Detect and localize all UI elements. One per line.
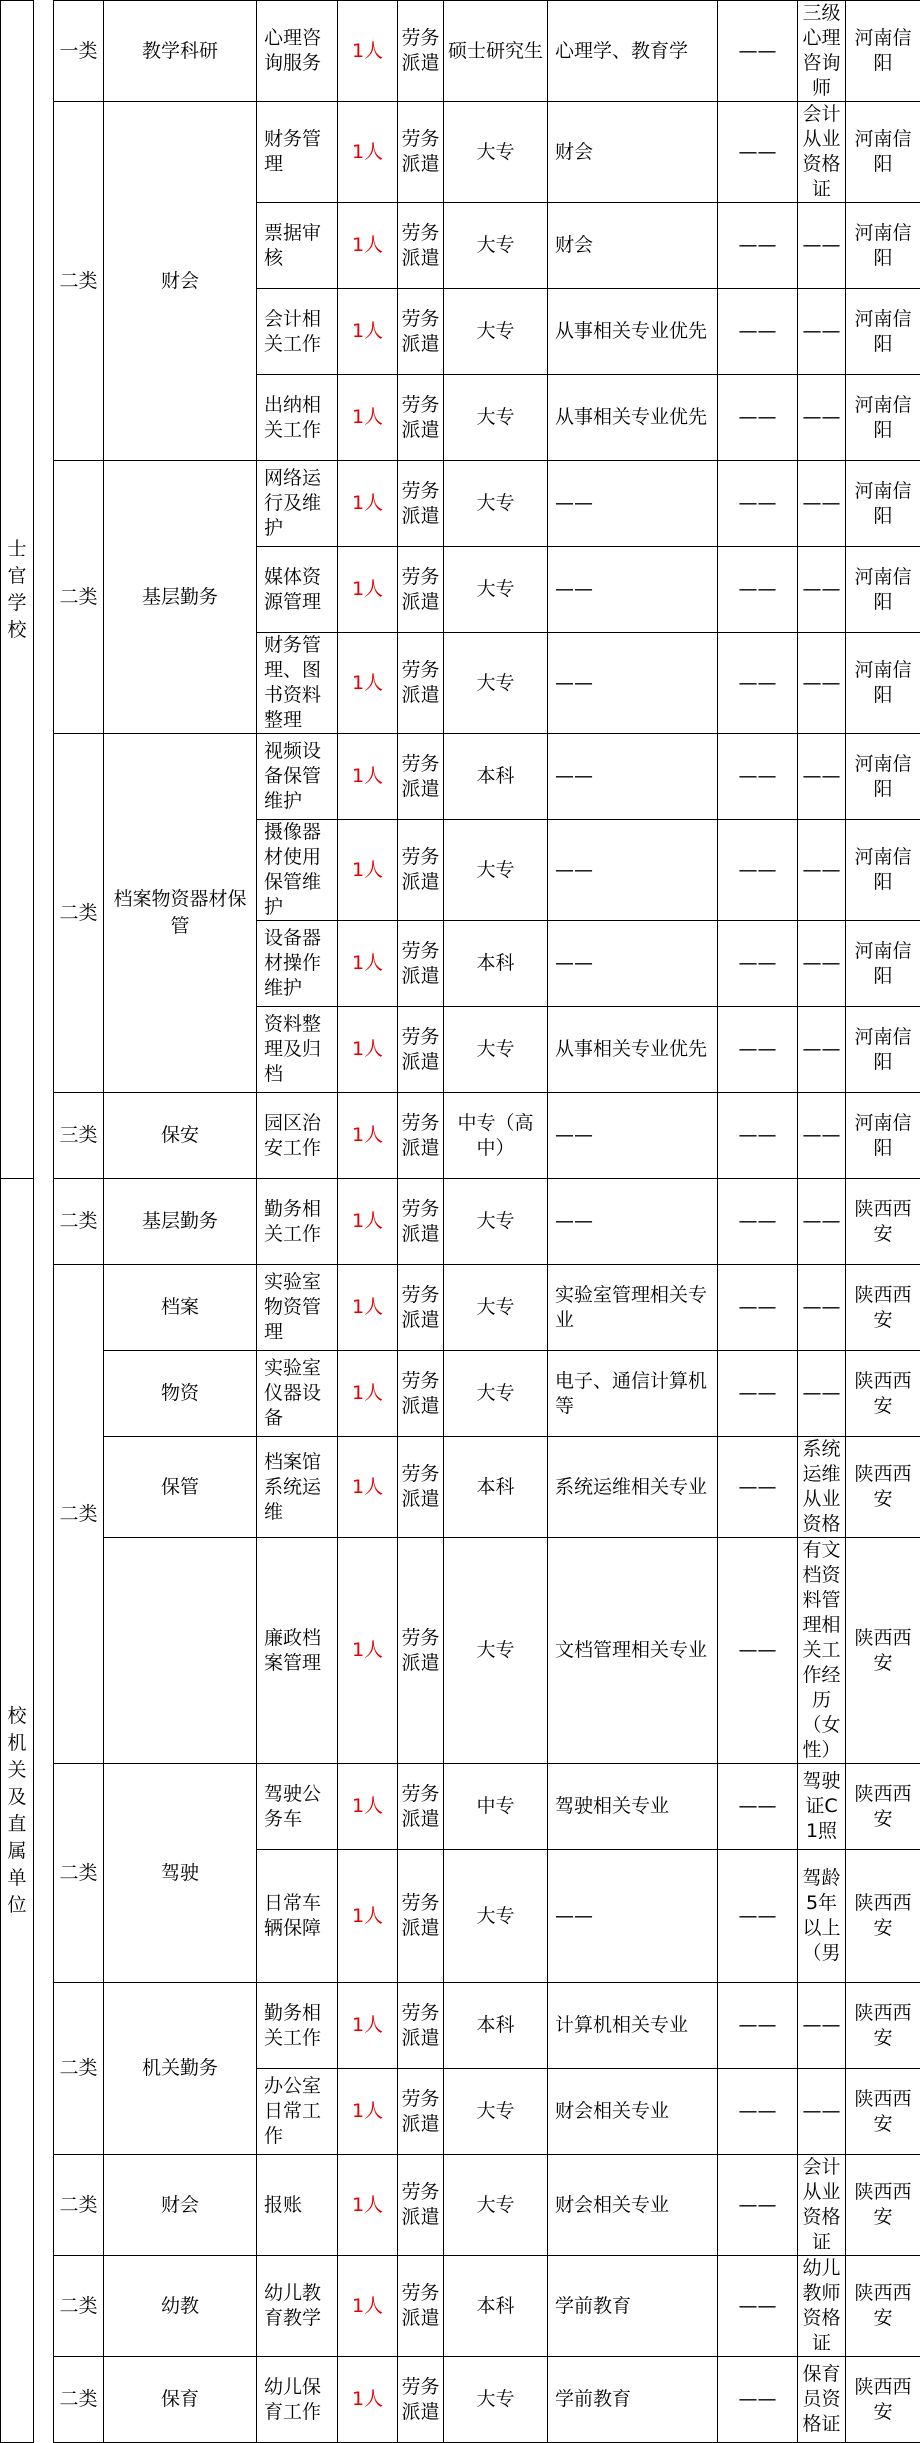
job-type: 二类 — [59, 1503, 97, 1525]
table-row — [1, 2256, 920, 2357]
employment-form: 劳务派遣 — [398, 1179, 444, 1265]
headcount: 1人 — [338, 1538, 398, 1764]
education: 中专 — [444, 1764, 548, 1850]
spacer-cell — [34, 2155, 54, 2256]
certificate: 有文档资料管理相关工作经历（女性） — [798, 1538, 846, 1764]
post-name: 园区治安工作 — [257, 1093, 338, 1179]
job-type-cell — [54, 2155, 104, 2256]
spacer-cell — [34, 734, 54, 1093]
section-name: 士官学校 — [7, 538, 26, 641]
employment-form: 劳务派遣 — [398, 2357, 444, 2443]
post-name: 视频设备保管维护 — [257, 734, 338, 820]
education: 大专 — [444, 375, 548, 461]
certificate: 三级心理咨询师 — [798, 1, 846, 102]
education: 本科 — [444, 1437, 548, 1538]
headcount: 1人 — [338, 1351, 398, 1437]
job-type-cell — [54, 102, 104, 461]
table-row — [1, 1538, 920, 1764]
job-field-cell — [104, 1538, 257, 1764]
certificate: —— — [798, 633, 846, 734]
certificate: —— — [798, 1351, 846, 1437]
work-location: 陕西西安 — [846, 2256, 920, 2357]
employment-form: 劳务派遣 — [398, 1265, 444, 1351]
education: 大专 — [444, 461, 548, 547]
education: 大专 — [444, 1179, 548, 1265]
headcount: 1人 — [338, 2069, 398, 2155]
work-location: 河南信阳 — [846, 203, 920, 289]
job-type-cell — [54, 1983, 104, 2155]
other-requirement: —— — [718, 375, 798, 461]
headcount: 1人 — [338, 820, 398, 921]
other-requirement: —— — [718, 461, 798, 547]
education: 大专 — [444, 102, 548, 203]
spacer-cell — [34, 2256, 54, 2357]
job-field-cell — [104, 2256, 257, 2357]
spacer-cell — [34, 102, 54, 461]
work-location: 河南信阳 — [846, 375, 920, 461]
job-field-cell — [104, 1351, 257, 1437]
work-location: 陕西西安 — [846, 1437, 920, 1538]
certificate: —— — [798, 461, 846, 547]
employment-form: 劳务派遣 — [398, 1437, 444, 1538]
table-row — [1, 1179, 920, 1265]
other-requirement: —— — [718, 1093, 798, 1179]
job-field-cell — [104, 734, 257, 1093]
work-location: 陕西西安 — [846, 1179, 920, 1265]
major: 学前教育 — [548, 2357, 718, 2443]
job-type: 二类 — [59, 270, 97, 292]
other-requirement: —— — [718, 921, 798, 1007]
education: 大专 — [444, 1007, 548, 1093]
work-location: 河南信阳 — [846, 633, 920, 734]
certificate: —— — [798, 375, 846, 461]
employment-form: 劳务派遣 — [398, 1093, 444, 1179]
employment-form: 劳务派遣 — [398, 1351, 444, 1437]
employment-form: 劳务派遣 — [398, 289, 444, 375]
headcount: 1人 — [338, 203, 398, 289]
education: 硕士研究生 — [444, 1, 548, 102]
certificate: —— — [798, 734, 846, 820]
job-type-cell — [54, 1764, 104, 1983]
other-requirement: —— — [718, 547, 798, 633]
education: 大专 — [444, 1265, 548, 1351]
work-location: 河南信阳 — [846, 289, 920, 375]
work-location: 陕西西安 — [846, 1764, 920, 1850]
post-name: 票据审核 — [257, 203, 338, 289]
work-location: 陕西西安 — [846, 1351, 920, 1437]
certificate: —— — [798, 289, 846, 375]
post-name: 实验室物资管理 — [257, 1265, 338, 1351]
work-location: 陕西西安 — [846, 1538, 920, 1764]
work-location: 河南信阳 — [846, 461, 920, 547]
major: 财会相关专业 — [548, 2155, 718, 2256]
job-field: 机关勤务 — [142, 2057, 218, 2079]
table-row — [1, 1983, 920, 2069]
major: 心理学、教育学 — [548, 1, 718, 102]
post-name: 日常车辆保障 — [257, 1850, 338, 1983]
job-type: 二类 — [59, 2295, 97, 2317]
certificate: —— — [798, 921, 846, 1007]
work-location: 河南信阳 — [846, 102, 920, 203]
major: —— — [548, 921, 718, 1007]
job-type: 二类 — [59, 2388, 97, 2410]
job-type-cell — [54, 734, 104, 1093]
work-location: 陕西西安 — [846, 2357, 920, 2443]
other-requirement: —— — [718, 1179, 798, 1265]
certificate: —— — [798, 1093, 846, 1179]
job-field: 保育 — [161, 2388, 199, 2410]
employment-form: 劳务派遣 — [398, 633, 444, 734]
certificate: 系统运维从业资格 — [798, 1437, 846, 1538]
other-requirement: —— — [718, 1437, 798, 1538]
education: 大专 — [444, 820, 548, 921]
job-field-cell — [104, 1437, 257, 1538]
employment-form: 劳务派遣 — [398, 1538, 444, 1764]
headcount: 1人 — [338, 375, 398, 461]
major: 学前教育 — [548, 2256, 718, 2357]
headcount: 1人 — [338, 1007, 398, 1093]
job-field-cell — [104, 461, 257, 734]
job-type: 二类 — [59, 902, 97, 924]
employment-form: 劳务派遣 — [398, 375, 444, 461]
post-name: 实验室仪器设备 — [257, 1351, 338, 1437]
post-name: 档案馆系统运维 — [257, 1437, 338, 1538]
spacer-cell — [34, 461, 54, 734]
work-location: 河南信阳 — [846, 921, 920, 1007]
work-location: 河南信阳 — [846, 820, 920, 921]
job-type-cell — [54, 461, 104, 734]
job-type-cell — [54, 1, 104, 102]
education: 大专 — [444, 2069, 548, 2155]
work-location: 陕西西安 — [846, 2069, 920, 2155]
section-cell — [1, 1, 34, 1179]
employment-form: 劳务派遣 — [398, 547, 444, 633]
job-type: 二类 — [59, 1862, 97, 1884]
other-requirement: —— — [718, 1007, 798, 1093]
table-row — [1, 1351, 920, 1437]
certificate: 幼儿教师资格证 — [798, 2256, 846, 2357]
job-type-cell — [54, 2256, 104, 2357]
job-field: 驾驶 — [161, 1862, 199, 1884]
other-requirement: —— — [718, 820, 798, 921]
employment-form: 劳务派遣 — [398, 820, 444, 921]
spacer-cell — [34, 1764, 54, 1983]
headcount: 1人 — [338, 547, 398, 633]
employment-form: 劳务派遣 — [398, 2256, 444, 2357]
education: 本科 — [444, 734, 548, 820]
job-type: 二类 — [59, 2057, 97, 2079]
employment-form: 劳务派遣 — [398, 2155, 444, 2256]
job-type: 一类 — [59, 40, 97, 62]
post-name: 勤务相关工作 — [257, 1179, 338, 1265]
job-type-cell — [54, 2357, 104, 2443]
major: 实验室管理相关专业 — [548, 1265, 718, 1351]
job-field-cell — [104, 1093, 257, 1179]
headcount: 1人 — [338, 921, 398, 1007]
certificate: —— — [798, 203, 846, 289]
job-field: 保安 — [161, 1124, 199, 1146]
post-name: 会计相关工作 — [257, 289, 338, 375]
job-field-cell — [104, 2155, 257, 2256]
post-name: 心理咨询服务 — [257, 1, 338, 102]
spacer-cell — [34, 1179, 54, 1265]
other-requirement: —— — [718, 289, 798, 375]
other-requirement: —— — [718, 2155, 798, 2256]
major: 财会 — [548, 102, 718, 203]
section-cell — [1, 1179, 34, 2443]
post-name: 廉政档案管理 — [257, 1538, 338, 1764]
other-requirement: —— — [718, 633, 798, 734]
job-field-part: 保管 — [161, 1476, 199, 1498]
job-field: 基层勤务 — [142, 1210, 218, 1232]
certificate: —— — [798, 820, 846, 921]
job-field-cell — [104, 2357, 257, 2443]
table-row — [1, 2357, 920, 2443]
major: —— — [548, 547, 718, 633]
post-name: 幼儿教育教学 — [257, 2256, 338, 2357]
certificate: —— — [798, 1983, 846, 2069]
post-name: 财务管理 — [257, 102, 338, 203]
other-requirement: —— — [718, 1351, 798, 1437]
major: 驾驶相关专业 — [548, 1764, 718, 1850]
headcount: 1人 — [338, 1437, 398, 1538]
education: 中专（高中） — [444, 1093, 548, 1179]
certificate: —— — [798, 2069, 846, 2155]
headcount: 1人 — [338, 1179, 398, 1265]
post-name: 设备器材操作维护 — [257, 921, 338, 1007]
job-field-part: 物资 — [161, 1382, 199, 1404]
employment-form: 劳务派遣 — [398, 203, 444, 289]
major: 系统运维相关专业 — [548, 1437, 718, 1538]
post-name: 资料整理及归档 — [257, 1007, 338, 1093]
headcount: 1人 — [338, 1850, 398, 1983]
post-name: 勤务相关工作 — [257, 1983, 338, 2069]
certificate: —— — [798, 547, 846, 633]
work-location: 陕西西安 — [846, 2155, 920, 2256]
table-row — [1, 102, 920, 203]
employment-form: 劳务派遣 — [398, 1983, 444, 2069]
major: 财会 — [548, 203, 718, 289]
employment-form: 劳务派遣 — [398, 461, 444, 547]
other-requirement: —— — [718, 2069, 798, 2155]
education: 大专 — [444, 289, 548, 375]
certificate: —— — [798, 1179, 846, 1265]
certificate: —— — [798, 1265, 846, 1351]
employment-form: 劳务派遣 — [398, 921, 444, 1007]
education: 大专 — [444, 2357, 548, 2443]
headcount: 1人 — [338, 633, 398, 734]
post-name: 驾驶公务车 — [257, 1764, 338, 1850]
job-field: 财会 — [161, 270, 199, 292]
other-requirement: —— — [718, 1850, 798, 1983]
spacer-cell — [34, 1983, 54, 2155]
table-row — [1, 1, 920, 102]
education: 本科 — [444, 2256, 548, 2357]
major: —— — [548, 633, 718, 734]
post-name: 媒体资源管理 — [257, 547, 338, 633]
post-name: 办公室日常工作 — [257, 2069, 338, 2155]
headcount: 1人 — [338, 734, 398, 820]
major: 从事相关专业优先 — [548, 1007, 718, 1093]
spacer-cell — [34, 1265, 54, 1764]
major: 文档管理相关专业 — [548, 1538, 718, 1764]
major: 计算机相关专业 — [548, 1983, 718, 2069]
work-location: 陕西西安 — [846, 1983, 920, 2069]
other-requirement: —— — [718, 1764, 798, 1850]
job-field-cell — [104, 1265, 257, 1351]
headcount: 1人 — [338, 2155, 398, 2256]
major: 从事相关专业优先 — [548, 375, 718, 461]
major: 电子、通信计算机等 — [548, 1351, 718, 1437]
job-field-cell — [104, 1, 257, 102]
post-name: 出纳相关工作 — [257, 375, 338, 461]
employment-form: 劳务派遣 — [398, 1007, 444, 1093]
other-requirement: —— — [718, 1983, 798, 2069]
job-field-cell — [104, 102, 257, 461]
major: 财会相关专业 — [548, 2069, 718, 2155]
education: 大专 — [444, 2155, 548, 2256]
employment-form: 劳务派遣 — [398, 734, 444, 820]
major: —— — [548, 1093, 718, 1179]
employment-form: 劳务派遣 — [398, 1764, 444, 1850]
certificate: 会计从业资格证 — [798, 2155, 846, 2256]
major: —— — [548, 734, 718, 820]
job-field: 教学科研 — [142, 40, 218, 62]
spacer-cell — [34, 2357, 54, 2443]
headcount: 1人 — [338, 102, 398, 203]
employment-form: 劳务派遣 — [398, 1850, 444, 1983]
table-row — [1, 1093, 920, 1179]
section-name: 校机关及直属单位 — [7, 1705, 26, 1916]
major: —— — [548, 1850, 718, 1983]
job-field: 档案物资器材保管 — [113, 888, 246, 937]
table-row — [1, 461, 920, 547]
job-field-cell — [104, 1983, 257, 2155]
other-requirement: —— — [718, 2357, 798, 2443]
other-requirement: —— — [718, 102, 798, 203]
headcount: 1人 — [338, 1983, 398, 2069]
headcount: 1人 — [338, 289, 398, 375]
education: 大专 — [444, 1538, 548, 1764]
headcount: 1人 — [338, 2256, 398, 2357]
education: 大专 — [444, 547, 548, 633]
spacer-cell — [34, 1093, 54, 1179]
other-requirement: —— — [718, 1, 798, 102]
post-name: 摄像器材使用保管维护 — [257, 820, 338, 921]
certificate: —— — [798, 1007, 846, 1093]
major: —— — [548, 820, 718, 921]
spacer-cell — [34, 1, 54, 102]
table-row — [1, 734, 920, 820]
major: —— — [548, 1179, 718, 1265]
job-field-part: 档案 — [161, 1296, 199, 1318]
work-location: 河南信阳 — [846, 1007, 920, 1093]
job-type: 三类 — [59, 1124, 97, 1146]
education: 大专 — [444, 633, 548, 734]
work-location: 陕西西安 — [846, 1850, 920, 1983]
work-location: 河南信阳 — [846, 1093, 920, 1179]
other-requirement: —— — [718, 1538, 798, 1764]
work-location: 河南信阳 — [846, 734, 920, 820]
education: 大专 — [444, 1351, 548, 1437]
job-field: 财会 — [161, 2194, 199, 2216]
headcount: 1人 — [338, 2357, 398, 2443]
job-type-cell — [54, 1093, 104, 1179]
work-location: 河南信阳 — [846, 547, 920, 633]
other-requirement: —— — [718, 203, 798, 289]
headcount: 1人 — [338, 1265, 398, 1351]
table-row — [1, 1437, 920, 1538]
table-row — [1, 1265, 920, 1351]
certificate: 驾驶证C1照 — [798, 1764, 846, 1850]
education: 本科 — [444, 1983, 548, 2069]
certificate: 驾龄5年以上（男 — [798, 1850, 846, 1983]
major: 从事相关专业优先 — [548, 289, 718, 375]
headcount: 1人 — [338, 1764, 398, 1850]
employment-form: 劳务派遣 — [398, 1, 444, 102]
major: —— — [548, 461, 718, 547]
table-row — [1, 2155, 920, 2256]
post-name: 网络运行及维护 — [257, 461, 338, 547]
education: 本科 — [444, 921, 548, 1007]
job-field: 基层勤务 — [142, 586, 218, 608]
employment-form: 劳务派遣 — [398, 102, 444, 203]
education: 大专 — [444, 1850, 548, 1983]
job-field-cell — [104, 1764, 257, 1983]
table-row — [1, 1764, 920, 1850]
job-type: 二类 — [59, 586, 97, 608]
headcount: 1人 — [338, 1, 398, 102]
other-requirement: —— — [718, 1265, 798, 1351]
headcount: 1人 — [338, 1093, 398, 1179]
employment-form: 劳务派遣 — [398, 2069, 444, 2155]
other-requirement: —— — [718, 734, 798, 820]
certificate: 保育员资格证 — [798, 2357, 846, 2443]
education: 大专 — [444, 203, 548, 289]
headcount: 1人 — [338, 461, 398, 547]
job-type-cell — [54, 1265, 104, 1764]
other-requirement: —— — [718, 2256, 798, 2357]
work-location: 河南信阳 — [846, 1, 920, 102]
post-name: 幼儿保育工作 — [257, 2357, 338, 2443]
job-field-cell — [104, 1179, 257, 1265]
certificate: 会计从业资格证 — [798, 102, 846, 203]
job-field: 幼教 — [161, 2295, 199, 2317]
job-type: 二类 — [59, 2194, 97, 2216]
job-type-cell — [54, 1179, 104, 1265]
job-type: 二类 — [59, 1210, 97, 1232]
work-location: 陕西西安 — [846, 1265, 920, 1351]
post-name: 报账 — [257, 2155, 338, 2256]
post-name: 财务管理、图书资料整理 — [257, 633, 338, 734]
